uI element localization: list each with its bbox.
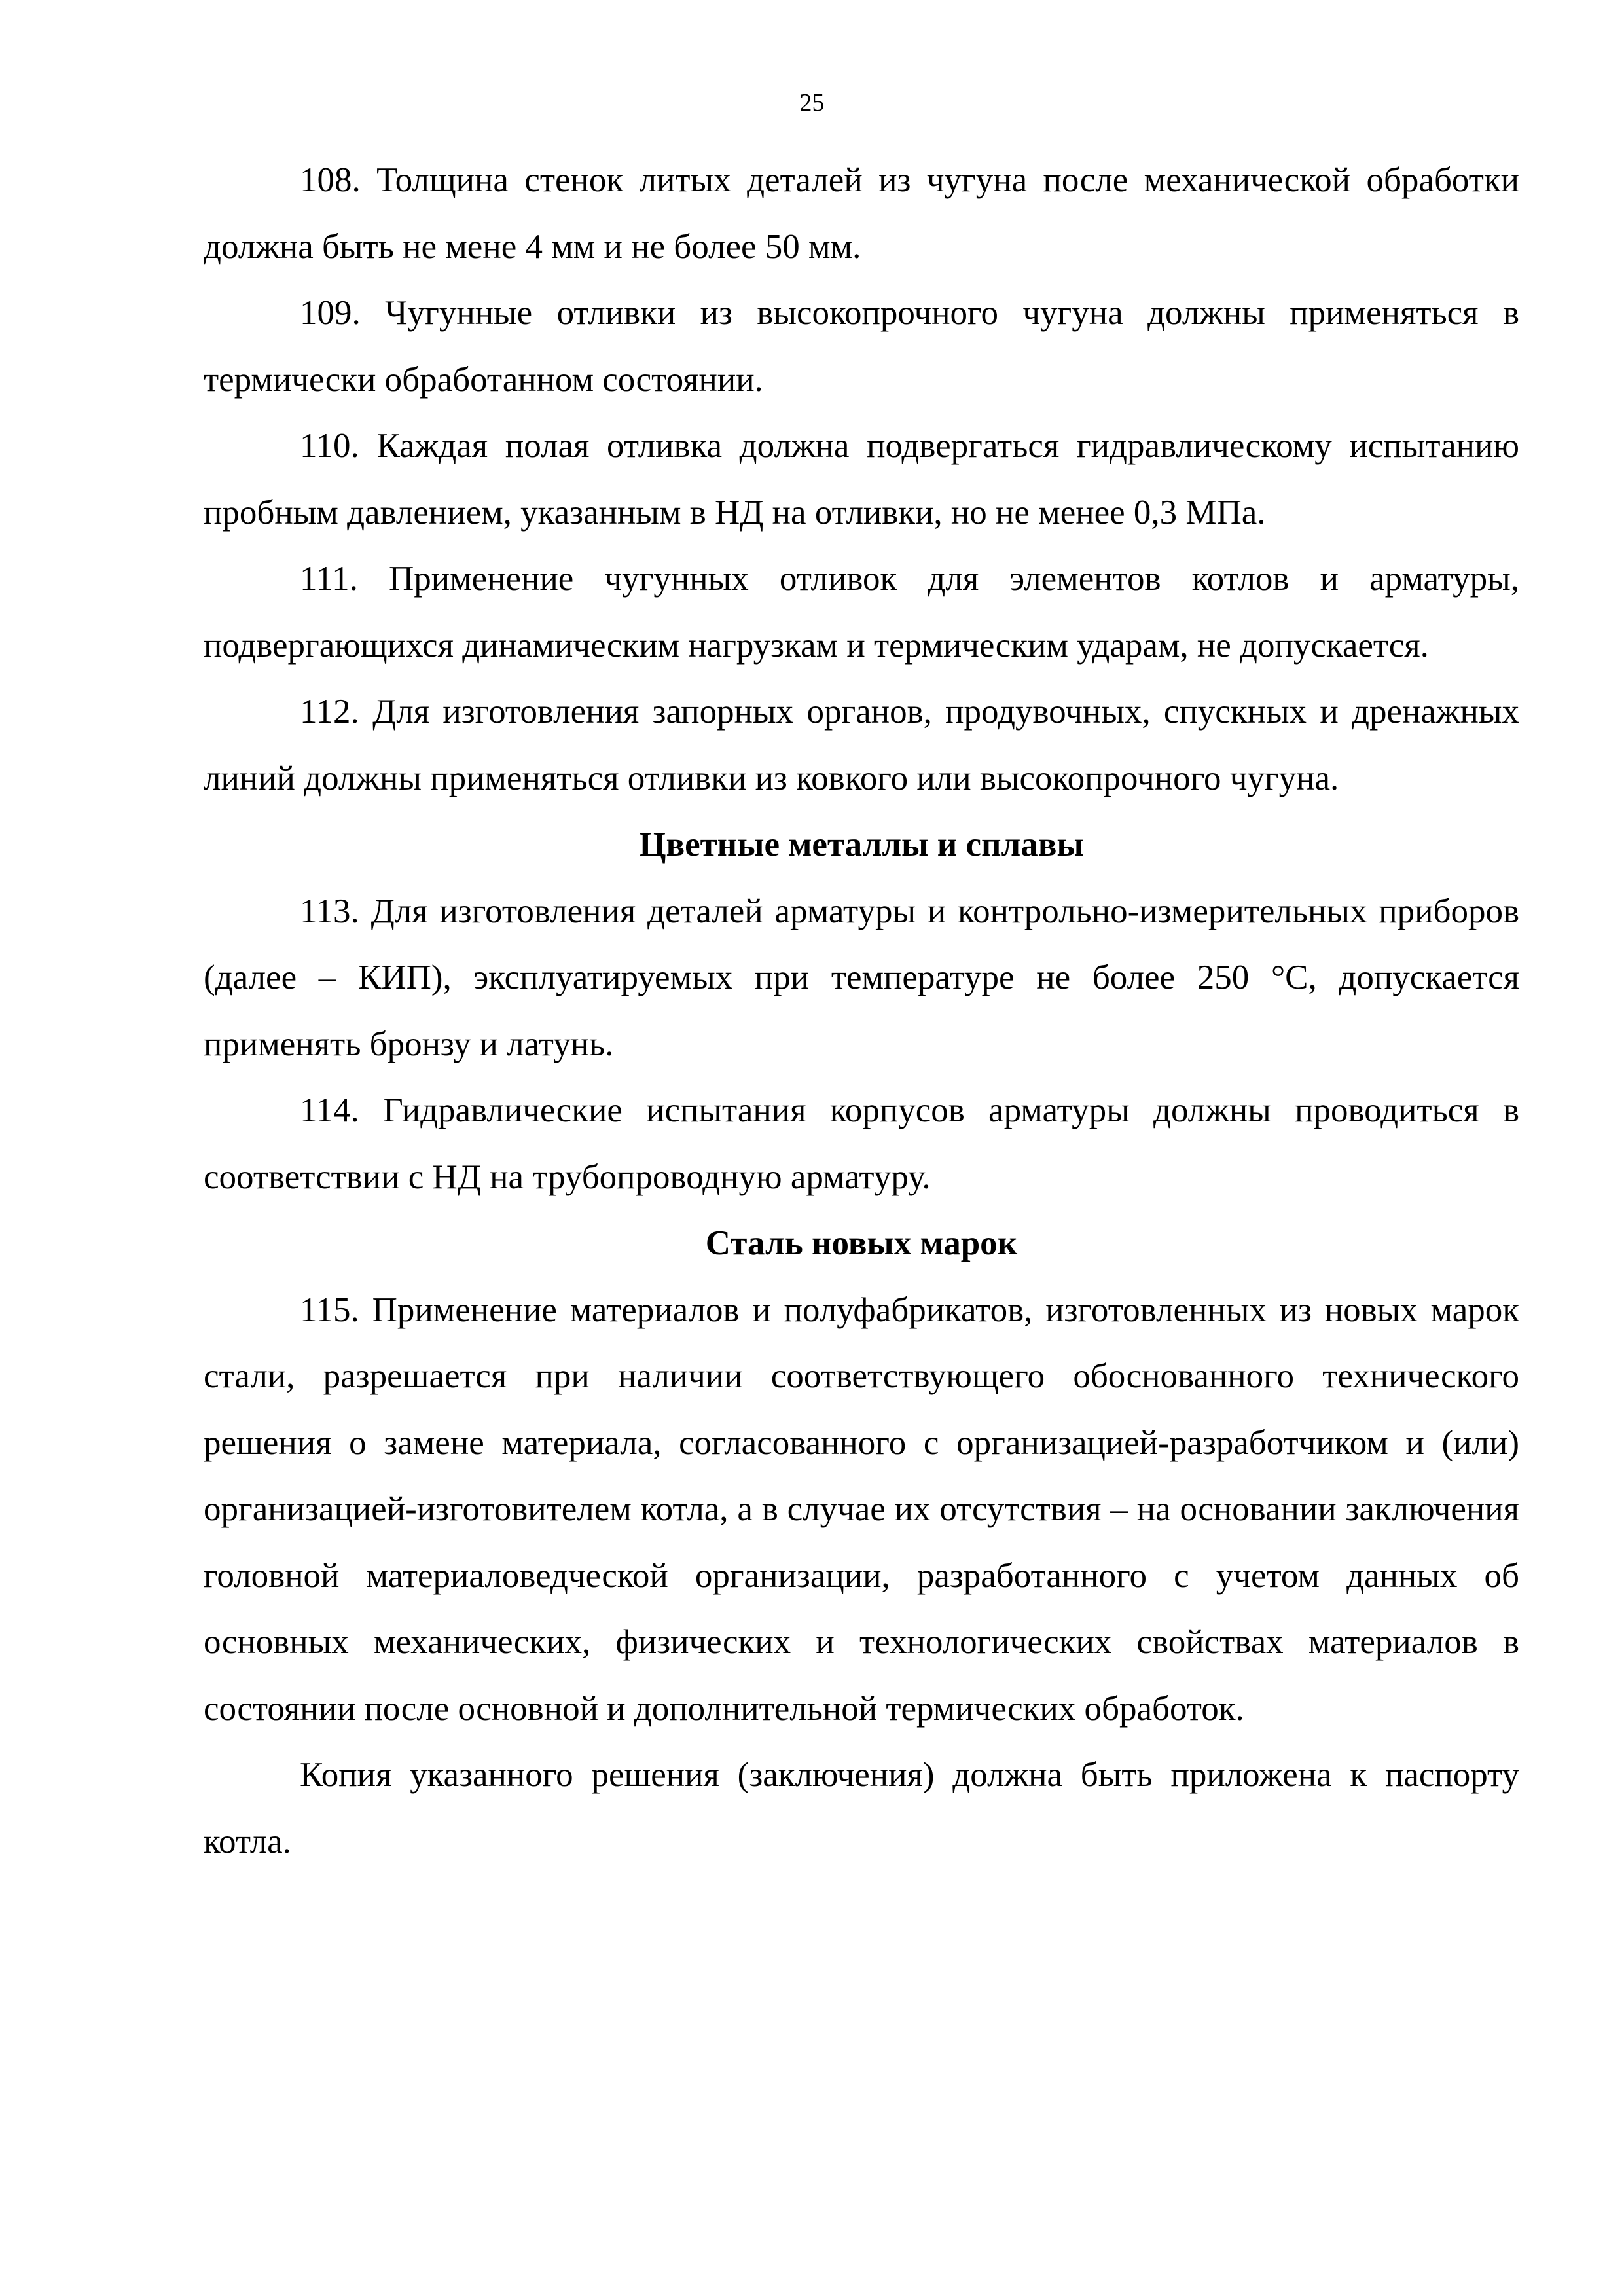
page-number: 25	[799, 89, 825, 117]
paragraph-109: 109. Чугунные отливки из высокопрочного чугуна должны применяться в термически обработанном состоянии.	[204, 294, 1519, 399]
paragraph-113: 113. Для изготовления деталей арматуры и контрольно-измерительных приборов (далее – КИП), эксплуатируемых при температуре не более 250 °С, допускается применять бронзу и латунь.	[204, 892, 1519, 1063]
paragraph-111: 111. Применение чугунных отливок для элементов котлов и арматуры, подвергающихся динамическим нагрузкам и термическим ударам, не допускается.	[204, 560, 1519, 665]
paragraph-copy-of-decision: Копия указанного решения (заключения) должна быть приложена к паспорту котла.	[204, 1756, 1519, 1861]
section-heading-nonferrous-metals: Цветные металлы и сплавы	[639, 826, 1084, 864]
paragraph-114: 114. Гидравлические испытания корпусов арматуры должны проводиться в соответствии с НД на трубопроводную арматуру.	[204, 1091, 1519, 1196]
section-heading-new-steel-grades: Сталь новых марок	[705, 1224, 1018, 1262]
paragraph-108: 108. Толщина стенок литых деталей из чугуна после механической обработки должна быть не мене 4 мм и не более 50 мм.	[204, 161, 1519, 266]
paragraph-110: 110. Каждая полая отливка должна подвергаться гидравлическому испытанию пробным давлением, указанным в НД на отливки, но не менее 0,3 МПа.	[204, 427, 1519, 532]
page-content	[204, 147, 1519, 1875]
paragraph-112: 112. Для изготовления запорных органов, продувочных, спускных и дренажных линий должны применяться отливки из ковкого или высокопрочного чугуна.	[204, 693, 1519, 797]
paragraph-115: 115. Применение материалов и полуфабрикатов, изготовленных из новых марок стали, разрешается при наличии соответствующего обоснованного технического решения о замене материала, согласованного с организацией-разработчиком и (или) организацией-изготовителем котла, а в случае их отсутствия – на основании заключения головной материаловедческой организации, разработанного с учетом данных об основных механических, физических и технологических свойствах материалов в состоянии после основной и дополнительной термических обработок.	[204, 1290, 1519, 1728]
